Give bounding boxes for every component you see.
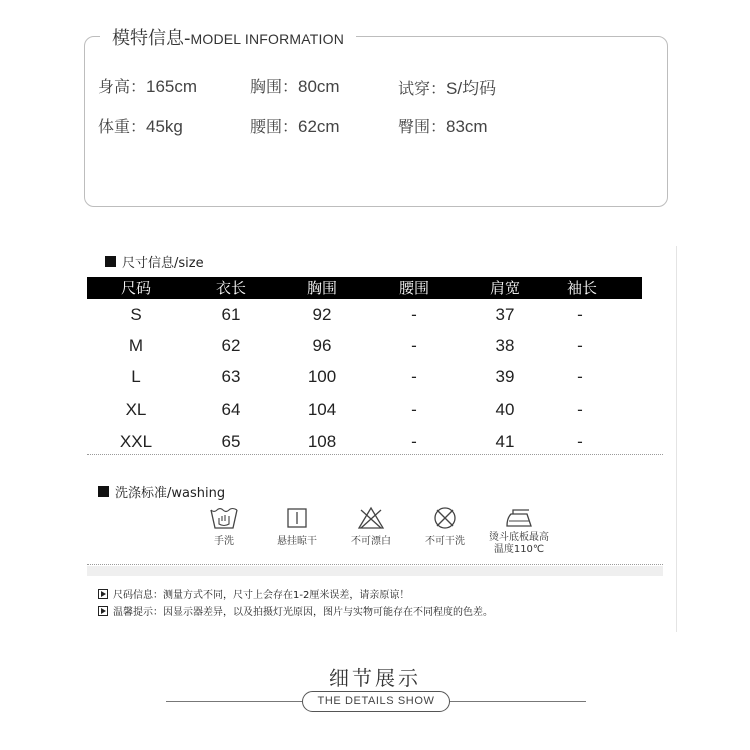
- spec-value: 62cm: [298, 117, 340, 136]
- table-cell: 61: [221, 305, 241, 324]
- spec-weight: [98, 114, 183, 137]
- section-divider: [676, 246, 677, 632]
- hand-wash-icon: [209, 506, 239, 530]
- model-info-title-zh: 模特信息-: [112, 28, 191, 49]
- spec-value: S/均码: [446, 79, 497, 98]
- dotted-divider: [87, 564, 663, 565]
- table-cell: M: [128, 336, 144, 355]
- column-header: 衣长: [215, 279, 246, 297]
- size-heading: [105, 252, 204, 271]
- table-cell: 37: [495, 305, 515, 324]
- table-cell: 38: [495, 336, 515, 355]
- spec-fit-size: [398, 74, 496, 99]
- wash-label: 烫斗底板最高: [489, 532, 549, 543]
- table-cell: 63: [221, 367, 241, 386]
- size-heading-text: 尺寸信息/size: [122, 256, 204, 271]
- table-cell: XXL: [119, 432, 153, 451]
- table-cell: 62: [221, 336, 241, 355]
- play-bullet-icon: [98, 589, 108, 599]
- note-text: 尺码信息：测量方式不同，尺寸上会存在1-2厘米误差，请亲原谅！: [113, 590, 410, 601]
- hang-dry-icon: [282, 506, 312, 530]
- table-cell: 108: [307, 432, 337, 451]
- details-title: 细节展示: [329, 666, 421, 690]
- model-info-title-en: MODEL INFORMATION: [190, 31, 345, 47]
- spec-label: 臀围：: [398, 117, 447, 136]
- square-bullet-icon: [98, 486, 109, 497]
- spec-value: 80cm: [298, 77, 340, 96]
- table-cell: 40: [495, 400, 515, 419]
- table-cell: 64: [221, 400, 241, 419]
- table-cell: -: [411, 432, 417, 451]
- dotted-divider: [87, 454, 663, 455]
- spec-bust: [250, 74, 340, 97]
- column-header: 袖长: [566, 279, 597, 297]
- spec-label: 试穿：: [398, 79, 447, 98]
- spec-label: 体重：: [98, 117, 147, 136]
- table-cell: -: [577, 432, 583, 451]
- no-dry-clean-icon: [430, 506, 460, 530]
- washing-heading: [98, 482, 225, 501]
- table-cell: L: [131, 367, 141, 386]
- table-cell: -: [577, 367, 583, 386]
- wash-label: 不可漂白: [351, 536, 391, 547]
- column-header: 肩宽: [489, 279, 520, 297]
- table-cell: -: [411, 305, 417, 324]
- table-cell: 100: [307, 367, 337, 386]
- table-cell: S: [130, 305, 142, 324]
- details-rule-left: [166, 701, 302, 702]
- note-color-difference: [98, 603, 493, 618]
- iron-icon: [503, 506, 535, 530]
- column-header: 尺码: [120, 279, 151, 297]
- table-cell: -: [411, 336, 417, 355]
- notes-band: [87, 566, 663, 576]
- square-bullet-icon: [105, 256, 116, 267]
- details-rule-right: [450, 701, 586, 702]
- spec-height: [98, 74, 197, 97]
- table-cell: -: [577, 400, 583, 419]
- table-cell: 65: [221, 432, 241, 451]
- wash-label-line2: 温度110℃: [493, 544, 545, 555]
- spec-value: 83cm: [446, 117, 488, 136]
- wash-label: 悬挂晾干: [277, 536, 317, 547]
- spec-value: 45kg: [146, 117, 183, 136]
- spec-label: 身高：: [98, 77, 147, 96]
- table-cell: -: [411, 367, 417, 386]
- table-cell: -: [577, 305, 583, 324]
- spec-waist: [250, 114, 340, 137]
- table-cell: XL: [125, 400, 147, 419]
- details-subtitle: THE DETAILS SHOW: [302, 691, 450, 712]
- table-cell: 41: [495, 432, 515, 451]
- table-cell: 96: [312, 336, 332, 355]
- wash-label: 不可干洗: [425, 536, 465, 547]
- model-info-title: [100, 24, 356, 48]
- table-cell: 104: [307, 400, 337, 419]
- column-header: 腰围: [398, 279, 429, 297]
- play-bullet-icon: [98, 606, 108, 616]
- table-cell: 92: [312, 305, 332, 324]
- wash-label: 手洗: [214, 536, 234, 547]
- washing-heading-text: 洗涤标准/washing: [115, 486, 226, 501]
- no-bleach-icon: [356, 506, 386, 530]
- note-size-tolerance: [98, 586, 409, 601]
- table-cell: -: [411, 400, 417, 419]
- spec-hip: [398, 114, 488, 137]
- note-text: 温馨提示：因显示器差异，以及拍摄灯光原因，图片与实物可能存在不同程度的色差。: [113, 607, 493, 618]
- column-header: 胸围: [306, 279, 337, 297]
- table-cell: -: [577, 336, 583, 355]
- table-cell: 39: [495, 367, 515, 386]
- wash-item-iron: [474, 506, 564, 556]
- spec-value: 165cm: [146, 77, 198, 96]
- spec-label: 胸围：: [250, 77, 299, 96]
- spec-label: 腰围：: [250, 117, 299, 136]
